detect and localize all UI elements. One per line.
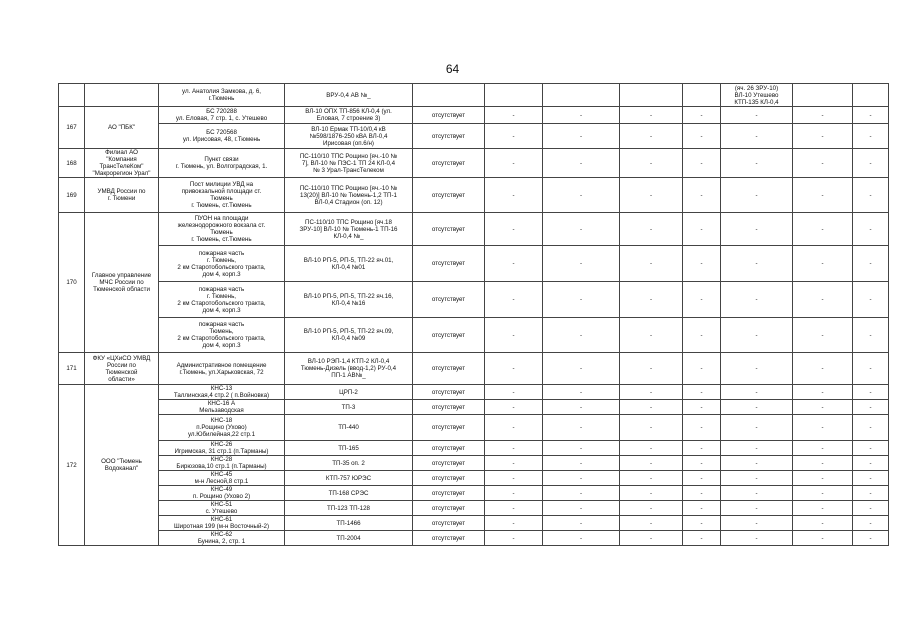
organization: АО "ПБК": [85, 107, 159, 149]
organization: УМВД России по г. Тюмени: [85, 178, 159, 213]
supply-scheme: ВЛ-10 ОПХ ТП-856 КЛ-0,4 (ул. Еловая, 7 строение 3): [285, 107, 413, 124]
table-row: [59, 213, 889, 246]
empty-cell: -: [793, 178, 853, 213]
table-row: [59, 486, 889, 501]
empty-cell: -: [683, 149, 721, 178]
empty-cell: -: [620, 415, 683, 441]
status-cell: отсутствует: [413, 385, 485, 400]
empty-cell: -: [721, 318, 793, 353]
empty-cell: -: [721, 213, 793, 246]
object-address: КНС-13 Таллинская,4 стр.2 ( п.Войновка): [159, 385, 285, 400]
empty-cell: -: [793, 415, 853, 441]
supply-scheme: ВЛ-10 Ермак ТП-10/0,4 кВ №598/1876-250 кВА ВЛ-0,4 Ирисовая (оп.6/н): [285, 124, 413, 149]
empty-cell: -: [620, 486, 683, 501]
object-address: ПУОН на площади железнодорожного вокзала ст. Тюмень г. Тюмень, ст.Тюмень: [159, 213, 285, 246]
empty-cell: -: [853, 456, 889, 471]
supply-scheme: ВРУ-0,4 АВ №_: [285, 84, 413, 107]
empty-cell: -: [620, 149, 683, 178]
object-address: КНС-62 Бунина, 2, стр. 1: [159, 531, 285, 546]
status-cell: отсутствует: [413, 441, 485, 456]
supply-scheme: ТП-3: [285, 400, 413, 415]
empty-cell: -: [793, 531, 853, 546]
empty-cell: -: [793, 486, 853, 501]
status-cell: отсутствует: [413, 531, 485, 546]
row-number: 170: [59, 213, 85, 353]
empty-cell: -: [543, 516, 620, 531]
empty-cell: -: [543, 501, 620, 516]
empty-cell: -: [620, 441, 683, 456]
empty-cell: [485, 84, 543, 107]
status-cell: отсутствует: [413, 213, 485, 246]
supply-scheme: ТП-1466: [285, 516, 413, 531]
empty-cell: -: [620, 385, 683, 400]
object-address: пожарная часть г. Тюмень, 2 км Старотобольского тракта, дом 4, корп.3: [159, 282, 285, 318]
empty-cell: -: [853, 501, 889, 516]
empty-cell: -: [683, 246, 721, 282]
supply-scheme: ЦРП-2: [285, 385, 413, 400]
empty-cell: -: [721, 471, 793, 486]
table-row: [59, 441, 889, 456]
empty-cell: -: [853, 531, 889, 546]
empty-cell: -: [543, 531, 620, 546]
empty-cell: -: [683, 400, 721, 415]
empty-cell: -: [485, 516, 543, 531]
empty-cell: [853, 84, 889, 107]
table-row: [59, 385, 889, 400]
empty-cell: -: [721, 441, 793, 456]
table-row: [59, 471, 889, 486]
status-cell: отсутствует: [413, 501, 485, 516]
empty-cell: -: [485, 149, 543, 178]
empty-cell: -: [543, 318, 620, 353]
empty-cell: -: [485, 178, 543, 213]
empty-cell: -: [543, 246, 620, 282]
status-cell: отсутствует: [413, 456, 485, 471]
table-row: [59, 353, 889, 385]
empty-cell: -: [793, 246, 853, 282]
status-cell: отсутствует: [413, 471, 485, 486]
empty-cell: -: [620, 178, 683, 213]
empty-cell: -: [793, 213, 853, 246]
empty-cell: -: [620, 282, 683, 318]
empty-cell: -: [485, 282, 543, 318]
empty-cell: -: [721, 124, 793, 149]
empty-cell: -: [620, 213, 683, 246]
empty-cell: -: [793, 107, 853, 124]
empty-cell: -: [853, 471, 889, 486]
empty-cell: -: [620, 456, 683, 471]
empty-cell: -: [721, 246, 793, 282]
empty-cell: -: [485, 456, 543, 471]
object-address: КНС-18 п.Рощино (Ухово) ул.Юбилейная,22 стр.1: [159, 415, 285, 441]
empty-cell: -: [793, 456, 853, 471]
status-cell: отсутствует: [413, 124, 485, 149]
object-address: БС 720288 ул. Еловая, 7 стр. 1, с. Утешево: [159, 107, 285, 124]
empty-cell: -: [721, 415, 793, 441]
status-cell: отсутствует: [413, 415, 485, 441]
empty-cell: -: [620, 246, 683, 282]
table-row: [59, 531, 889, 546]
page-number: 64: [445, 62, 460, 76]
table-row: [59, 456, 889, 471]
organization: Главное управление МЧС России по Тюменской области: [85, 213, 159, 353]
table-row: [59, 149, 889, 178]
object-address: ул. Анатолия Замкова, д. 6, г.Тюмень: [159, 84, 285, 107]
empty-cell: -: [853, 353, 889, 385]
empty-cell: -: [485, 213, 543, 246]
supply-scheme: ВЛ-10 РЭП-1,4 КТП-2 КЛ-0,4 Тюмень-Дизель (ввод-1,2) РУ-0,4 ПП-1 АВ№_: [285, 353, 413, 385]
empty-cell: -: [853, 282, 889, 318]
empty-cell: -: [620, 400, 683, 415]
empty-cell: -: [853, 516, 889, 531]
empty-cell: -: [793, 471, 853, 486]
empty-cell: -: [721, 400, 793, 415]
status-cell: отсутствует: [413, 178, 485, 213]
empty-cell: -: [620, 516, 683, 531]
status-cell: отсутствует: [413, 400, 485, 415]
object-address: КНС-45 м-н Лесной,8 стр.1: [159, 471, 285, 486]
supply-scheme: ТП-168 СРЭС: [285, 486, 413, 501]
empty-cell: -: [721, 456, 793, 471]
object-address: КНС-51 с. Утешево: [159, 501, 285, 516]
object-address: пожарная часть г. Тюмень, 2 км Старотобольского тракта, дом 4, корп.3: [159, 246, 285, 282]
empty-cell: -: [683, 213, 721, 246]
empty-cell: -: [683, 531, 721, 546]
empty-cell: -: [683, 353, 721, 385]
empty-cell: -: [485, 385, 543, 400]
empty-cell: -: [620, 107, 683, 124]
empty-cell: -: [721, 516, 793, 531]
empty-cell: -: [543, 178, 620, 213]
empty-cell: -: [620, 531, 683, 546]
object-address: БС 720568 ул. Ирисовая, 48, г.Тюмень: [159, 124, 285, 149]
empty-cell: -: [543, 415, 620, 441]
empty-cell: -: [485, 531, 543, 546]
empty-cell: -: [793, 149, 853, 178]
object-address: Пункт связи г. Тюмень, ул. Волгоградская, 1.: [159, 149, 285, 178]
organization: ООО "Тюмень Водоканал": [85, 385, 159, 546]
supply-scheme: ТП-123 ТП-128: [285, 501, 413, 516]
empty-cell: -: [853, 213, 889, 246]
table-row: [59, 107, 889, 124]
row-number: 172: [59, 385, 85, 546]
row-number: [59, 84, 85, 107]
table-row: [59, 501, 889, 516]
supply-scheme: ТП-35 оп. 2: [285, 456, 413, 471]
empty-cell: -: [721, 486, 793, 501]
table-row: [59, 124, 889, 149]
empty-cell: -: [485, 353, 543, 385]
organization: Филиал АО "Компания ТрансТелеКом" "Макрорегион Урал": [85, 149, 159, 178]
empty-cell: -: [485, 318, 543, 353]
empty-cell: -: [543, 486, 620, 501]
object-address: Административное помещение г.Тюмень, ул.Харьковская, 72: [159, 353, 285, 385]
status-cell: отсутствует: [413, 149, 485, 178]
empty-cell: -: [543, 441, 620, 456]
empty-cell: -: [683, 385, 721, 400]
empty-cell: -: [543, 353, 620, 385]
empty-cell: [683, 84, 721, 107]
empty-cell: -: [683, 441, 721, 456]
empty-cell: -: [683, 501, 721, 516]
empty-cell: -: [853, 486, 889, 501]
empty-cell: -: [543, 385, 620, 400]
empty-cell: -: [543, 282, 620, 318]
empty-cell: -: [485, 471, 543, 486]
status-cell: отсутствует: [413, 353, 485, 385]
empty-cell: -: [683, 456, 721, 471]
empty-cell: -: [853, 400, 889, 415]
supply-scheme: ТП-2004: [285, 531, 413, 546]
object-address: КНС-49 п. Рощино (Ухово 2): [159, 486, 285, 501]
empty-cell: -: [620, 471, 683, 486]
empty-cell: -: [543, 124, 620, 149]
empty-cell: -: [721, 531, 793, 546]
empty-cell: -: [485, 415, 543, 441]
empty-cell: -: [793, 501, 853, 516]
empty-cell: -: [485, 107, 543, 124]
supply-scheme: КТП-757 ЮРЭС: [285, 471, 413, 486]
object-address: пожарная часть Тюмень, 2 км Старотобольского тракта, дом 4, корп.3: [159, 318, 285, 353]
empty-cell: -: [793, 282, 853, 318]
supply-scheme: ВЛ-10 РП-5, РП-5, ТП-22 яч.01, КЛ-0,4 №01: [285, 246, 413, 282]
supply-scheme: ПС-110/10 ТПС Рощино [яч.18 ЗРУ-10] ВЛ-10 № Тюмень-1 ТП-16 КЛ-0,4 №_: [285, 213, 413, 246]
table-row: [59, 415, 889, 441]
empty-cell: -: [793, 400, 853, 415]
row-number: 167: [59, 107, 85, 149]
row-number: 169: [59, 178, 85, 213]
object-address: Пост милиции УВД на привокзальной площади ст. Тюмень г. Тюмень, ст.Тюмень: [159, 178, 285, 213]
empty-cell: -: [620, 124, 683, 149]
supply-scheme: ПС-110/10 ТПС Рощино [яч.-10 № 13(20)] ВЛ-10 № Тюмень-1,2 ТП-1 ВЛ-0,4 Стадион (оп. 12): [285, 178, 413, 213]
empty-cell: -: [543, 471, 620, 486]
empty-cell: -: [793, 318, 853, 353]
empty-cell: -: [853, 246, 889, 282]
power-supply-table: [58, 83, 889, 546]
object-address: КНС-28 Бирюзова,10 стр.1 (п.Тарманы): [159, 456, 285, 471]
empty-cell: -: [683, 486, 721, 501]
table-row: [59, 516, 889, 531]
table-row: [59, 282, 889, 318]
table-row: [59, 318, 889, 353]
empty-cell: -: [620, 318, 683, 353]
table-row: [59, 246, 889, 282]
empty-cell: -: [485, 441, 543, 456]
supply-scheme: ТП-440: [285, 415, 413, 441]
empty-cell: -: [721, 385, 793, 400]
empty-cell: -: [683, 124, 721, 149]
empty-cell: -: [543, 107, 620, 124]
organization: ФКУ «ЦХиСО УМВД России по Тюменской области»: [85, 353, 159, 385]
row-number: 171: [59, 353, 85, 385]
empty-cell: -: [853, 318, 889, 353]
empty-cell: -: [853, 124, 889, 149]
empty-cell: [793, 84, 853, 107]
status-cell: отсутствует: [413, 246, 485, 282]
supply-scheme: ВЛ-10 РП-5, РП-5, ТП-22 яч.16, КЛ-0,4 №16: [285, 282, 413, 318]
empty-cell: -: [543, 213, 620, 246]
empty-cell: [543, 84, 620, 107]
empty-cell: -: [485, 501, 543, 516]
empty-cell: [620, 84, 683, 107]
empty-cell: -: [543, 456, 620, 471]
empty-cell: -: [721, 501, 793, 516]
empty-cell: -: [793, 385, 853, 400]
row-number: 168: [59, 149, 85, 178]
organization: [85, 84, 159, 107]
empty-cell: -: [485, 246, 543, 282]
supply-scheme: ТП-165: [285, 441, 413, 456]
object-address: КНС-61 Широтная 199 (м-н Восточный-2): [159, 516, 285, 531]
empty-cell: -: [683, 471, 721, 486]
empty-cell: -: [721, 282, 793, 318]
empty-cell: -: [683, 516, 721, 531]
empty-cell: -: [853, 178, 889, 213]
empty-cell: -: [853, 107, 889, 124]
empty-cell: -: [485, 400, 543, 415]
empty-cell: -: [721, 353, 793, 385]
empty-cell: -: [721, 149, 793, 178]
empty-cell: -: [853, 415, 889, 441]
empty-cell: -: [543, 149, 620, 178]
empty-cell: -: [853, 149, 889, 178]
reserve-scheme: (яч. 26 ЗРУ-10) ВЛ-10 Утешево КТП-135 КЛ-0,4: [721, 84, 793, 107]
empty-cell: [413, 84, 485, 107]
table-row: [59, 84, 889, 107]
empty-cell: -: [793, 124, 853, 149]
empty-cell: -: [793, 353, 853, 385]
empty-cell: -: [620, 501, 683, 516]
empty-cell: -: [683, 282, 721, 318]
empty-cell: -: [793, 516, 853, 531]
empty-cell: -: [683, 415, 721, 441]
status-cell: отсутствует: [413, 107, 485, 124]
supply-scheme: ПС-110/10 ТПС Рощино [яч.-10 № 7], ВЛ-10 № ПЭС-1 ТП 24 КЛ-0,4 № 3 Урал-ТрансТелеком: [285, 149, 413, 178]
status-cell: отсутствует: [413, 516, 485, 531]
table-row: [59, 178, 889, 213]
empty-cell: -: [683, 107, 721, 124]
object-address: КНС-26 Игримская, 31 стр.1 (п.Тарманы): [159, 441, 285, 456]
status-cell: отсутствует: [413, 282, 485, 318]
empty-cell: -: [543, 400, 620, 415]
empty-cell: -: [620, 353, 683, 385]
empty-cell: -: [721, 178, 793, 213]
empty-cell: -: [683, 178, 721, 213]
supply-scheme: ВЛ-10 РП-5, РП-5, ТП-22 яч.09, КЛ-0,4 №09: [285, 318, 413, 353]
empty-cell: -: [853, 385, 889, 400]
empty-cell: -: [793, 441, 853, 456]
status-cell: отсутствует: [413, 486, 485, 501]
empty-cell: -: [683, 318, 721, 353]
empty-cell: -: [721, 107, 793, 124]
empty-cell: -: [485, 124, 543, 149]
table-row: [59, 400, 889, 415]
empty-cell: -: [853, 441, 889, 456]
object-address: КНС-16 А Мельзаводская: [159, 400, 285, 415]
table-body: [59, 84, 889, 546]
empty-cell: -: [485, 486, 543, 501]
status-cell: отсутствует: [413, 318, 485, 353]
